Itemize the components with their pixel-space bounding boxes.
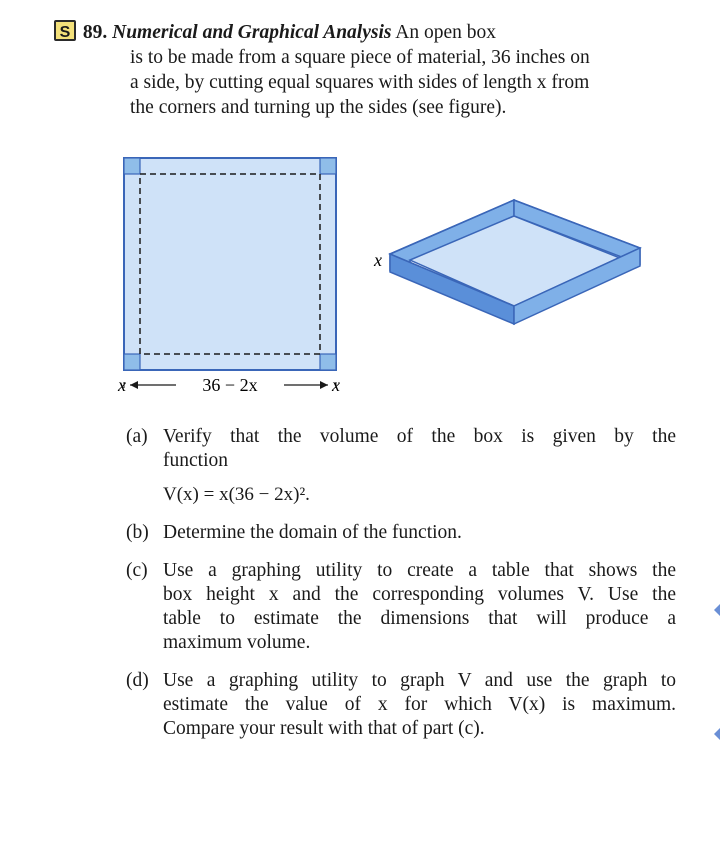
box-figure <box>110 150 670 400</box>
margin-marker-icon <box>714 596 720 624</box>
margin-marker-icon <box>714 720 720 748</box>
part-b-label: (b) <box>126 522 149 543</box>
problem-body <box>130 45 679 120</box>
part-d <box>126 669 676 741</box>
problem-line-2: a side, by cutting equal squares with sides of length x from <box>130 72 590 93</box>
part-b-line-0: Determine the domain of the function. <box>163 522 462 543</box>
problem-line-0: An open box <box>395 22 497 43</box>
box-height-x: x <box>374 250 382 270</box>
problem-line-3: the corners and turning up the sides (see figure). <box>130 97 507 118</box>
dim-x-left: x <box>118 375 126 395</box>
part-a-line-1: function <box>163 450 228 471</box>
part-c-line-3: maximum volume. <box>163 632 311 653</box>
flat-sheet-diagram <box>117 158 340 395</box>
part-c-label: (c) <box>126 560 148 581</box>
problem-title: Numerical and Graphical Analysis <box>112 22 392 43</box>
volume-formula: V(x) = x(36 − 2x)². <box>163 484 310 505</box>
problem-parts <box>126 425 676 755</box>
part-a <box>126 425 676 507</box>
part-a-label: (a) <box>126 426 148 447</box>
part-b <box>126 521 676 545</box>
s-badge-icon: S <box>54 20 76 41</box>
part-d-line-0: Use a graphing utility to graph V and use the graph to <box>163 670 676 691</box>
part-a-line-0: Verify that the volume of the box is given by the <box>163 426 676 447</box>
part-c <box>126 559 676 655</box>
dim-x-right: x <box>332 375 340 395</box>
part-c-line-0: Use a graphing utility to create a table that shows the <box>163 560 676 581</box>
dim-label: 36 − 2x <box>202 375 258 395</box>
problem-line-1: is to be made from a square piece of material, 36 inches on <box>130 47 590 68</box>
part-c-line-1: box height x and the corresponding volumes V. Use the <box>163 584 676 605</box>
part-d-line-2: Compare your result with that of part (c). <box>163 718 485 739</box>
part-d-line-1: estimate the value of x for which V(x) is maximum. <box>163 694 676 715</box>
part-c-line-2: table to estimate the dimensions that will produce a <box>163 608 676 629</box>
problem-first-line <box>54 20 679 45</box>
problem-number: 89. <box>82 22 108 43</box>
open-box-diagram <box>373 200 640 324</box>
problem-statement <box>54 20 679 120</box>
part-d-label: (d) <box>126 670 149 691</box>
